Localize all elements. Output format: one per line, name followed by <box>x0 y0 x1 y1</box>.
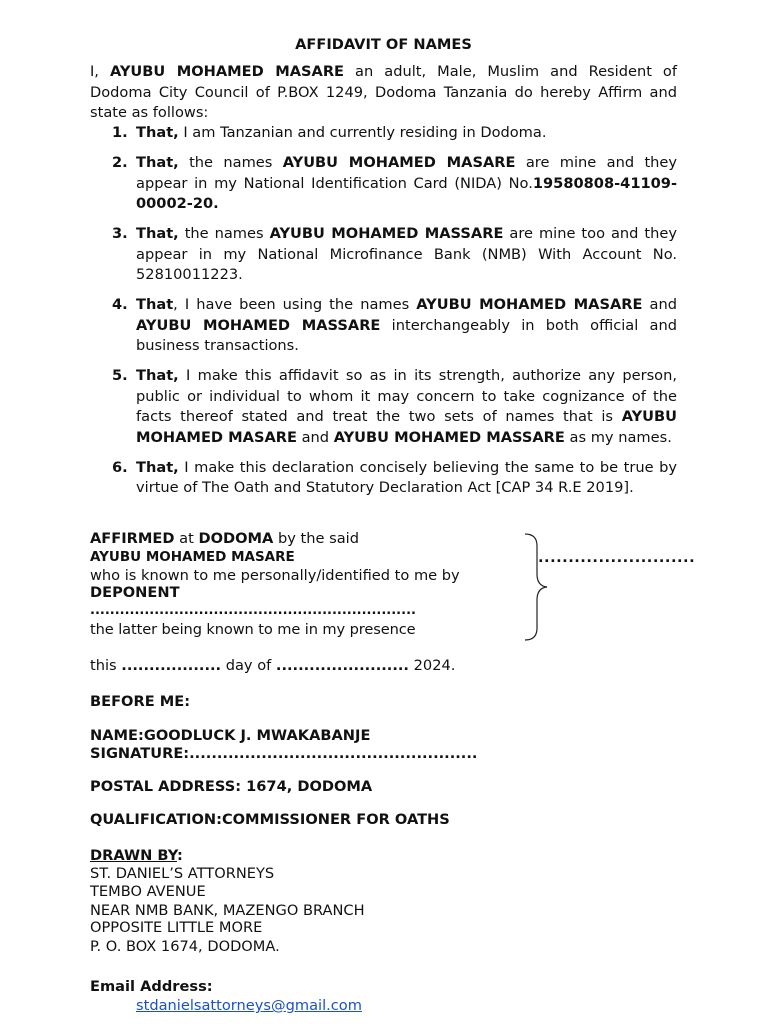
clause-name: AYUBU MOHAMED MASSARE <box>269 225 504 242</box>
deponent-dots: .................................................................. <box>90 603 416 618</box>
clause-text: I make this affidavit so as in its strength, authorize any person, public or individual to whom it may concern to take cognizance of the facts thereof stated and treat the two sets of names that is <box>136 367 677 425</box>
day-dots: .................. <box>121 657 222 674</box>
at-word: at <box>179 530 194 547</box>
clause-name: AYUBU MOHAMED MASSARE <box>333 428 565 446</box>
deponent-label: DEPONENT <box>90 584 180 601</box>
intro-paragraph <box>90 62 677 124</box>
clause-3 <box>112 224 677 286</box>
by-the-said: by the said <box>277 530 359 547</box>
affirmed-label: AFFIRMED <box>90 530 175 547</box>
drawn-by-colon: : <box>177 847 183 864</box>
commissioner-name: NAME:GOODLUCK J. MWAKABANJE <box>90 727 371 744</box>
clause-5 <box>112 366 677 448</box>
clause-text: interchangeably in both official and business transactions. <box>136 316 678 354</box>
clause-2 <box>112 153 678 215</box>
right-signature-dots: .......................... <box>538 549 696 566</box>
clause-text: the names <box>184 225 264 242</box>
clause-text: as my names. <box>569 428 672 446</box>
clause-text: , I have been using the names <box>173 296 410 313</box>
address-line-2: TEMBO AVENUE <box>90 883 206 900</box>
clause-that: That <box>136 296 174 313</box>
intro-i: I, <box>90 63 99 80</box>
clause-text: are mine and they appear in my National Identification Card (NIDA) No. <box>136 154 678 192</box>
year: 2024. <box>413 657 456 674</box>
intro-deponent-name: AYUBU MOHAMED MASARE <box>109 63 345 80</box>
clause-that: That, <box>136 124 179 141</box>
clause-number: 6. <box>112 458 128 476</box>
intro-text: an adult, Male, Muslim and Resident of Dodoma City Council of P.BOX 1249, Dodoma Tanzania do hereby Affirm and state as follows: <box>90 63 677 121</box>
postal-address: POSTAL ADDRESS: 1674, DODOMA <box>90 778 373 795</box>
document-title: AFFIDAVIT OF NAMES <box>295 36 472 53</box>
clause-6 <box>112 458 678 499</box>
address-line-4: OPPOSITE LITTLE MORE <box>90 919 263 936</box>
clause-that: That, <box>136 225 179 242</box>
clause-name: AYUBU MOHAMED MASSARE <box>136 316 381 334</box>
clause-number: 1. <box>112 124 128 141</box>
clause-number: 3. <box>112 225 128 242</box>
nida-number: 19580808-41109-00002-20. <box>136 174 677 212</box>
clause-text: are mine too and they appear in my National Microfinance Bank (NMB) With Account No. 52810011223. <box>136 225 677 283</box>
qualification: QUALIFICATION:COMMISSIONER FOR OATHS <box>90 811 450 828</box>
email-link[interactable]: stdanielsattorneys@gmail.com <box>136 997 362 1014</box>
clause-number: 5. <box>112 367 128 384</box>
clause-number: 4. <box>112 296 128 313</box>
clause-1 <box>112 123 677 144</box>
day-of: day of <box>225 657 272 674</box>
clause-text: and <box>301 428 330 446</box>
clause-text: I am Tanzanian and currently residing in Dodoma. <box>183 124 547 141</box>
clause-text: and <box>649 296 677 313</box>
affirmed-place: DODOMA <box>198 530 274 547</box>
signature-line: SIGNATURE:.................................................... <box>90 745 478 762</box>
clause-4 <box>112 295 678 357</box>
latter-line: the latter being known to me in my presence <box>90 621 416 638</box>
clause-text: I make this declaration concisely believing the same to be true by virtue of The Oath and Statutory Declaration Act [CAP 34 R.E 2019]. <box>136 458 678 496</box>
month-dots: ........................ <box>275 657 409 674</box>
clause-that: That, <box>136 154 179 171</box>
clause-that: That, <box>136 367 179 384</box>
curly-brace <box>523 532 553 642</box>
address-line-1: ST. DANIEL’S ATTORNEYS <box>90 865 275 882</box>
clause-name: AYUBU MOHAMED MASARE <box>416 296 643 313</box>
known-by-line: who is known to me personally/identified to me by <box>90 567 460 584</box>
clause-that: That, <box>136 458 179 476</box>
clause-name: AYUBU MOHAMED MASARE <box>282 154 516 171</box>
drawn-by-label: DRAWN BY <box>90 847 178 864</box>
clause-name: AYUBU MOHAMED MASARE <box>136 408 677 446</box>
jurat-deponent-name: AYUBU MOHAMED MASARE <box>90 549 295 565</box>
clause-number: 2. <box>112 154 128 171</box>
address-line-3: NEAR NMB BANK, MAZENGO BRANCH <box>90 902 365 919</box>
date-line <box>90 656 455 677</box>
before-me: BEFORE ME: <box>90 693 191 710</box>
address-line-5: P. O. BOX 1674, DODOMA. <box>90 938 280 955</box>
clause-text: the names <box>189 154 273 171</box>
clause-list <box>90 123 677 508</box>
email-label: Email Address: <box>90 978 213 995</box>
this-word: this <box>90 657 117 674</box>
